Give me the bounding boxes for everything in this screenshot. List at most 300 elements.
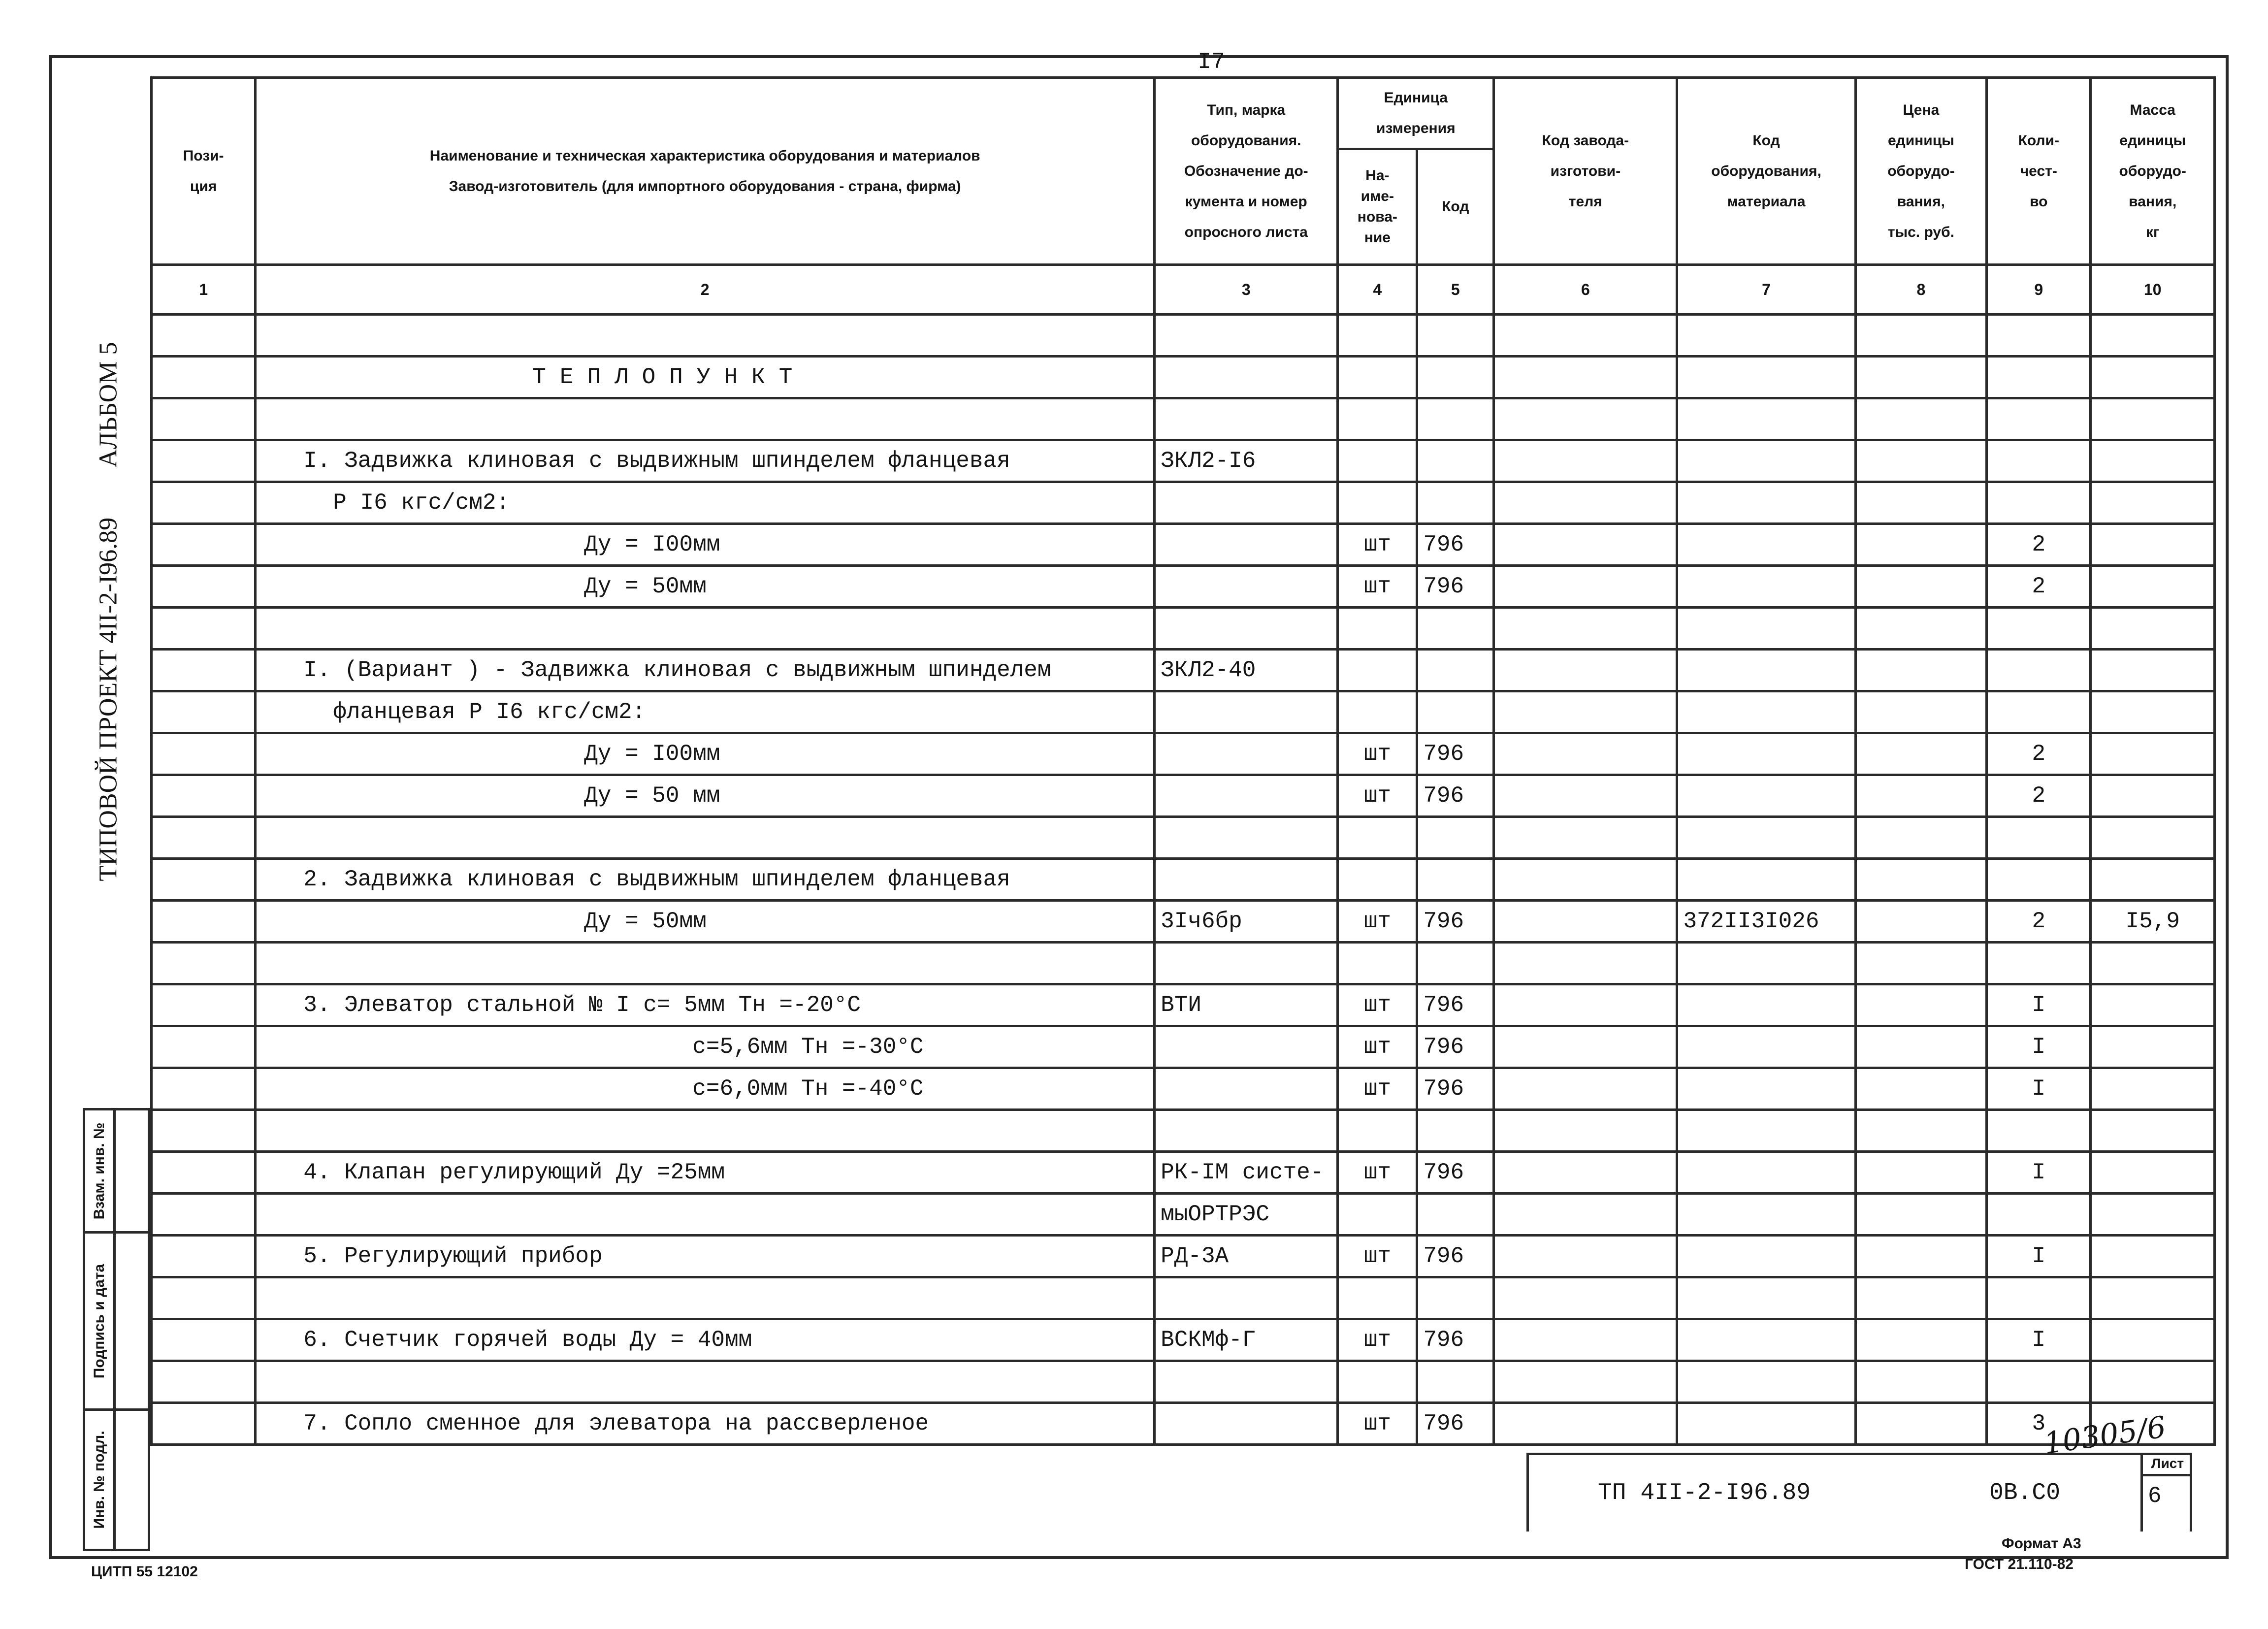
quantity-cell (1987, 817, 2091, 859)
quantity-cell (1987, 1277, 2091, 1319)
unit-name-cell: шт (1338, 984, 1417, 1026)
unit-name-cell: шт (1338, 1026, 1417, 1068)
position-cell (152, 984, 256, 1026)
equipment-code-cell (1677, 650, 1855, 691)
header-type: Тип, марка оборудования. Обозначение до- кумента и номер опросного листа (1155, 78, 1338, 265)
mass-cell (2091, 859, 2215, 901)
quantity-cell: 2 (1987, 524, 2091, 566)
manufacturer-code-cell (1494, 357, 1677, 398)
column-number: 5 (1417, 265, 1494, 315)
sheet-label: Лист (2140, 1453, 2192, 1476)
mass-cell (2091, 1068, 2215, 1110)
quantity-cell: I (1987, 984, 2091, 1026)
mass-cell (2091, 817, 2215, 859)
unit-code-cell: 796 (1417, 733, 1494, 775)
quantity-cell (1987, 482, 2091, 524)
position-cell (152, 1277, 256, 1319)
item-type-cell: РК-IМ систе- (1155, 1152, 1338, 1194)
unit-code-cell (1417, 1110, 1494, 1152)
header-unit-name: На- име- нова- ние (1338, 149, 1417, 265)
item-name-cell: 3. Элеватор стальной № I с= 5мм Тн =-20°С (256, 984, 1155, 1026)
equipment-code-cell (1677, 357, 1855, 398)
item-type-cell (1155, 357, 1338, 398)
column-number: 1 (152, 265, 256, 315)
table-row (152, 859, 2215, 901)
unit-name-cell: шт (1338, 1319, 1417, 1361)
manufacturer-code-cell (1494, 775, 1677, 817)
position-cell (152, 440, 256, 482)
item-name-cell (256, 943, 1155, 984)
equipment-code-cell (1677, 1403, 1855, 1445)
item-name-cell: фланцевая Р I6 кгс/см2: (256, 691, 1155, 733)
item-type-cell: ЗКЛ2-I6 (1155, 440, 1338, 482)
equipment-code-cell (1677, 691, 1855, 733)
item-type-cell (1155, 1068, 1338, 1110)
item-name-cell: ТЕПЛОПУНКТ (256, 357, 1155, 398)
item-type-cell (1155, 1026, 1338, 1068)
table-row (152, 691, 2215, 733)
item-name-cell: 2. Задвижка клиновая с выдвижным шпинделем фланцевая (256, 859, 1155, 901)
item-name-cell (256, 1194, 1155, 1236)
unit-code-cell (1417, 398, 1494, 440)
item-type-cell (1155, 1403, 1338, 1445)
unit-code-cell (1417, 1277, 1494, 1319)
mass-cell (2091, 1194, 2215, 1236)
item-type-cell (1155, 691, 1338, 733)
table-row (152, 566, 2215, 608)
item-name-cell (256, 315, 1155, 357)
position-cell (152, 650, 256, 691)
price-cell (1855, 1361, 1987, 1403)
quantity-cell (1987, 650, 2091, 691)
unit-code-cell: 796 (1417, 1319, 1494, 1361)
unit-name-cell (1338, 650, 1417, 691)
unit-code-cell: 796 (1417, 1152, 1494, 1194)
price-cell (1855, 1026, 1987, 1068)
quantity-cell: I (1987, 1319, 2091, 1361)
quantity-cell (1987, 691, 2091, 733)
equipment-code-cell (1677, 1236, 1855, 1277)
item-type-cell: ВСКМф-Г (1155, 1319, 1338, 1361)
equipment-code-cell (1677, 1068, 1855, 1110)
specification-table (150, 76, 2216, 1446)
empty-row (152, 1110, 2215, 1152)
table-row (152, 901, 2215, 943)
manufacturer-code-cell (1494, 398, 1677, 440)
item-type-cell (1155, 733, 1338, 775)
page-number: I7 (1198, 49, 1225, 75)
price-cell (1855, 608, 1987, 650)
item-type-cell: ЗКЛ2-40 (1155, 650, 1338, 691)
manufacturer-code-cell (1494, 859, 1677, 901)
position-cell (152, 859, 256, 901)
unit-name-cell: шт (1338, 1403, 1417, 1445)
price-cell (1855, 775, 1987, 817)
equipment-code-cell (1677, 1026, 1855, 1068)
empty-row (152, 1277, 2215, 1319)
position-cell (152, 608, 256, 650)
mass-cell (2091, 608, 2215, 650)
position-cell (152, 1319, 256, 1361)
header-manufacturer-code: Код завода- изготови- теля (1494, 78, 1677, 265)
equipment-code-cell (1677, 733, 1855, 775)
mass-cell (2091, 733, 2215, 775)
mass-cell (2091, 775, 2215, 817)
item-type-cell (1155, 1361, 1338, 1403)
quantity-cell: I (1987, 1152, 2091, 1194)
manufacturer-code-cell (1494, 984, 1677, 1026)
unit-code-cell: 796 (1417, 1026, 1494, 1068)
equipment-code-cell (1677, 1319, 1855, 1361)
position-cell (152, 315, 256, 357)
unit-code-cell (1417, 315, 1494, 357)
mass-cell (2091, 524, 2215, 566)
item-type-cell (1155, 817, 1338, 859)
price-cell (1855, 1236, 1987, 1277)
column-number: 9 (1987, 265, 2091, 315)
position-cell (152, 566, 256, 608)
quantity-cell (1987, 1194, 2091, 1236)
unit-name-cell (1338, 859, 1417, 901)
footer-left: ЦИТП 55 12102 (91, 1564, 198, 1580)
quantity-cell: I (1987, 1026, 2091, 1068)
item-name-cell: с=6,0мм Тн =-40°С (256, 1068, 1155, 1110)
quantity-cell: I (1987, 1236, 2091, 1277)
position-cell (152, 901, 256, 943)
project-code: ТП 4II-2-I96.89 (1598, 1480, 1811, 1506)
quantity-cell (1987, 357, 2091, 398)
empty-row (152, 398, 2215, 440)
quantity-cell: 3 (1987, 1403, 2091, 1445)
item-name-cell (256, 817, 1155, 859)
header-name: Наименование и техническая характеристика оборудования и материалов Завод-изготовитель (для импортного оборудования - страна, фирма) (256, 78, 1155, 265)
unit-code-cell (1417, 440, 1494, 482)
price-cell (1855, 1110, 1987, 1152)
price-cell (1855, 566, 1987, 608)
manufacturer-code-cell (1494, 1152, 1677, 1194)
item-type-cell (1155, 482, 1338, 524)
unit-code-cell (1417, 608, 1494, 650)
item-type-cell (1155, 775, 1338, 817)
item-type-cell: РД-3А (1155, 1236, 1338, 1277)
table-row (152, 1152, 2215, 1194)
price-cell (1855, 1068, 1987, 1110)
empty-row (152, 608, 2215, 650)
quantity-cell (1987, 315, 2091, 357)
equipment-code-cell: 372II3I026 (1677, 901, 1855, 943)
unit-name-cell: шт (1338, 901, 1417, 943)
unit-code-cell: 796 (1417, 901, 1494, 943)
unit-name-cell (1338, 817, 1417, 859)
mass-cell (2091, 1277, 2215, 1319)
mass-cell (2091, 691, 2215, 733)
quantity-cell (1987, 608, 2091, 650)
manufacturer-code-cell (1494, 608, 1677, 650)
unit-code-cell (1417, 817, 1494, 859)
manufacturer-code-cell (1494, 1319, 1677, 1361)
equipment-code-cell (1677, 984, 1855, 1026)
position-cell (152, 817, 256, 859)
item-name-cell: 7. Сопло сменное для элеватора на рассверленое (256, 1403, 1155, 1445)
position-cell (152, 1026, 256, 1068)
unit-code-cell: 796 (1417, 1236, 1494, 1277)
table-row (152, 1236, 2215, 1277)
approval-stamp (83, 1108, 150, 1551)
item-name-cell: 4. Клапан регулирующий Ду =25мм (256, 1152, 1155, 1194)
stamp-label: Взам. инв. № (91, 1122, 107, 1219)
unit-code-cell: 796 (1417, 566, 1494, 608)
header-unit-code: Код (1417, 149, 1494, 265)
item-type-cell (1155, 398, 1338, 440)
manufacturer-code-cell (1494, 482, 1677, 524)
position-cell (152, 1068, 256, 1110)
stamp-label: Подпись и дата (91, 1264, 107, 1378)
item-name-cell: с=5,6мм Тн =-30°С (256, 1026, 1155, 1068)
stamp-label: Инв. № подл. (91, 1431, 107, 1529)
unit-name-cell (1338, 1194, 1417, 1236)
mass-cell (2091, 1361, 2215, 1403)
manufacturer-code-cell (1494, 691, 1677, 733)
column-number: 4 (1338, 265, 1417, 315)
table-row (152, 1319, 2215, 1361)
unit-name-cell (1338, 1277, 1417, 1319)
position-cell (152, 1236, 256, 1277)
sheet-number: 6 (2140, 1476, 2192, 1531)
mass-cell (2091, 650, 2215, 691)
manufacturer-code-cell (1494, 1236, 1677, 1277)
manufacturer-code-cell (1494, 440, 1677, 482)
mass-cell (2091, 1236, 2215, 1277)
mass-cell (2091, 943, 2215, 984)
column-number: 2 (256, 265, 1155, 315)
column-number: 7 (1677, 265, 1855, 315)
position-cell (152, 1194, 256, 1236)
unit-code-cell: 796 (1417, 524, 1494, 566)
unit-code-cell (1417, 1194, 1494, 1236)
table-row (152, 1403, 2215, 1445)
format-label: Формат А3 (2002, 1535, 2081, 1552)
equipment-code-cell (1677, 943, 1855, 984)
price-cell (1855, 943, 1987, 984)
manufacturer-code-cell (1494, 1068, 1677, 1110)
table-row (152, 1026, 2215, 1068)
header-equipment-code: Код оборудования, материала (1677, 78, 1855, 265)
unit-code-cell (1417, 691, 1494, 733)
item-type-cell: ВТИ (1155, 984, 1338, 1026)
empty-row (152, 315, 2215, 357)
mass-cell (2091, 1026, 2215, 1068)
unit-code-cell (1417, 859, 1494, 901)
unit-name-cell (1338, 943, 1417, 984)
quantity-cell (1987, 398, 2091, 440)
position-cell (152, 943, 256, 984)
equipment-code-cell (1677, 775, 1855, 817)
unit-code-cell (1417, 357, 1494, 398)
position-cell (152, 733, 256, 775)
price-cell (1855, 440, 1987, 482)
item-name-cell: 5. Регулирующий прибор (256, 1236, 1155, 1277)
manufacturer-code-cell (1494, 524, 1677, 566)
item-name-cell (256, 608, 1155, 650)
unit-name-cell (1338, 315, 1417, 357)
quantity-cell (1987, 943, 2091, 984)
header-mass: Масса единицы оборудо- вания, кг (2091, 78, 2215, 265)
table-header (152, 78, 2215, 315)
price-cell (1855, 357, 1987, 398)
item-name-cell: I. (Вариант ) - Задвижка клиновая с выдвижным шпинделем (256, 650, 1155, 691)
price-cell (1855, 984, 1987, 1026)
item-type-cell (1155, 524, 1338, 566)
column-number: 3 (1155, 265, 1338, 315)
item-name-cell: Ду = I00мм (256, 733, 1155, 775)
table-row (152, 1068, 2215, 1110)
price-cell (1855, 1319, 1987, 1361)
position-cell (152, 482, 256, 524)
table-row (152, 524, 2215, 566)
equipment-code-cell (1677, 315, 1855, 357)
unit-name-cell: шт (1338, 733, 1417, 775)
header-unit: Единица измерения (1338, 78, 1494, 149)
item-name-cell: I. Задвижка клиновая с выдвижным шпинделем фланцевая (256, 440, 1155, 482)
position-cell (152, 1110, 256, 1152)
item-name-cell: Ду = I00мм (256, 524, 1155, 566)
mass-cell (2091, 1110, 2215, 1152)
item-type-cell (1155, 859, 1338, 901)
manufacturer-code-cell (1494, 817, 1677, 859)
equipment-code-cell (1677, 566, 1855, 608)
section-heading-row (152, 357, 2215, 398)
price-cell (1855, 1194, 1987, 1236)
manufacturer-code-cell (1494, 650, 1677, 691)
position-cell (152, 1403, 256, 1445)
unit-name-cell: шт (1338, 1236, 1417, 1277)
position-cell (152, 775, 256, 817)
equipment-code-cell (1677, 524, 1855, 566)
item-type-cell (1155, 315, 1338, 357)
table-row (152, 733, 2215, 775)
manufacturer-code-cell (1494, 1277, 1677, 1319)
equipment-code-cell (1677, 1194, 1855, 1236)
project-label: ТИПОВОЙ ПРОЕКТ 4II-2-I96.89 (94, 517, 123, 881)
mass-cell (2091, 1152, 2215, 1194)
quantity-cell (1987, 1361, 2091, 1403)
unit-code-cell: 796 (1417, 1403, 1494, 1445)
price-cell (1855, 398, 1987, 440)
unit-code-cell: 796 (1417, 984, 1494, 1026)
document-code: 0В.С0 (1989, 1480, 2061, 1506)
quantity-cell (1987, 859, 2091, 901)
manufacturer-code-cell (1494, 566, 1677, 608)
item-type-cell (1155, 943, 1338, 984)
table-row (152, 440, 2215, 482)
position-cell (152, 357, 256, 398)
mass-cell: I5,9 (2091, 901, 2215, 943)
item-name-cell (256, 1110, 1155, 1152)
item-name-cell (256, 398, 1155, 440)
unit-name-cell (1338, 482, 1417, 524)
price-cell (1855, 482, 1987, 524)
unit-name-cell (1338, 1361, 1417, 1403)
gost-label: ГОСТ 21.110-82 (1965, 1556, 2074, 1572)
manufacturer-code-cell (1494, 1110, 1677, 1152)
manufacturer-code-cell (1494, 1026, 1677, 1068)
equipment-code-cell (1677, 1277, 1855, 1319)
item-type-cell (1155, 608, 1338, 650)
equipment-code-cell (1677, 398, 1855, 440)
column-numbers-row (152, 265, 2215, 315)
sheet-box (2140, 1453, 2192, 1531)
empty-row (152, 943, 2215, 984)
price-cell (1855, 691, 1987, 733)
item-name-cell (256, 1361, 1155, 1403)
unit-name-cell (1338, 440, 1417, 482)
price-cell (1855, 1277, 1987, 1319)
handwritten-number: 10305/6 (2041, 1409, 2168, 1462)
table-row (152, 650, 2215, 691)
equipment-code-cell (1677, 608, 1855, 650)
column-number: 10 (2091, 265, 2215, 315)
album-label: АЛЬБОМ 5 (94, 342, 123, 468)
unit-name-cell: шт (1338, 524, 1417, 566)
unit-name-cell (1338, 691, 1417, 733)
item-name-cell (256, 1277, 1155, 1319)
unit-name-cell: шт (1338, 775, 1417, 817)
price-cell (1855, 733, 1987, 775)
unit-name-cell: шт (1338, 1068, 1417, 1110)
position-cell (152, 398, 256, 440)
item-name-cell: Ду = 50 мм (256, 775, 1155, 817)
item-type-cell (1155, 1277, 1338, 1319)
quantity-cell (1987, 440, 2091, 482)
mass-cell (2091, 482, 2215, 524)
equipment-code-cell (1677, 859, 1855, 901)
price-cell (1855, 1403, 1987, 1445)
item-type-cell (1155, 1110, 1338, 1152)
price-cell (1855, 315, 1987, 357)
unit-code-cell (1417, 1361, 1494, 1403)
mass-cell (2091, 440, 2215, 482)
equipment-code-cell (1677, 817, 1855, 859)
position-cell (152, 1152, 256, 1194)
unit-name-cell: шт (1338, 566, 1417, 608)
position-cell (152, 691, 256, 733)
quantity-cell: 2 (1987, 775, 2091, 817)
header-quantity: Коли- чест- во (1987, 78, 2091, 265)
mass-cell (2091, 984, 2215, 1026)
table-row (152, 775, 2215, 817)
mass-cell (2091, 566, 2215, 608)
quantity-cell: 2 (1987, 733, 2091, 775)
item-name-cell: Р I6 кгс/см2: (256, 482, 1155, 524)
unit-name-cell (1338, 1110, 1417, 1152)
item-type-cell: мыОРТРЭС (1155, 1194, 1338, 1236)
table-row (152, 1194, 2215, 1236)
mass-cell (2091, 398, 2215, 440)
quantity-cell (1987, 1110, 2091, 1152)
item-type-cell (1155, 566, 1338, 608)
price-cell (1855, 650, 1987, 691)
header-price: Цена единицы оборудо- вания, тыс. руб. (1855, 78, 1987, 265)
quantity-cell: 2 (1987, 566, 2091, 608)
empty-row (152, 1361, 2215, 1403)
unit-code-cell (1417, 650, 1494, 691)
position-cell (152, 1361, 256, 1403)
column-number: 6 (1494, 265, 1677, 315)
column-number: 8 (1855, 265, 1987, 315)
header-position: Пози- ция (152, 78, 256, 265)
unit-code-cell: 796 (1417, 775, 1494, 817)
equipment-code-cell (1677, 440, 1855, 482)
